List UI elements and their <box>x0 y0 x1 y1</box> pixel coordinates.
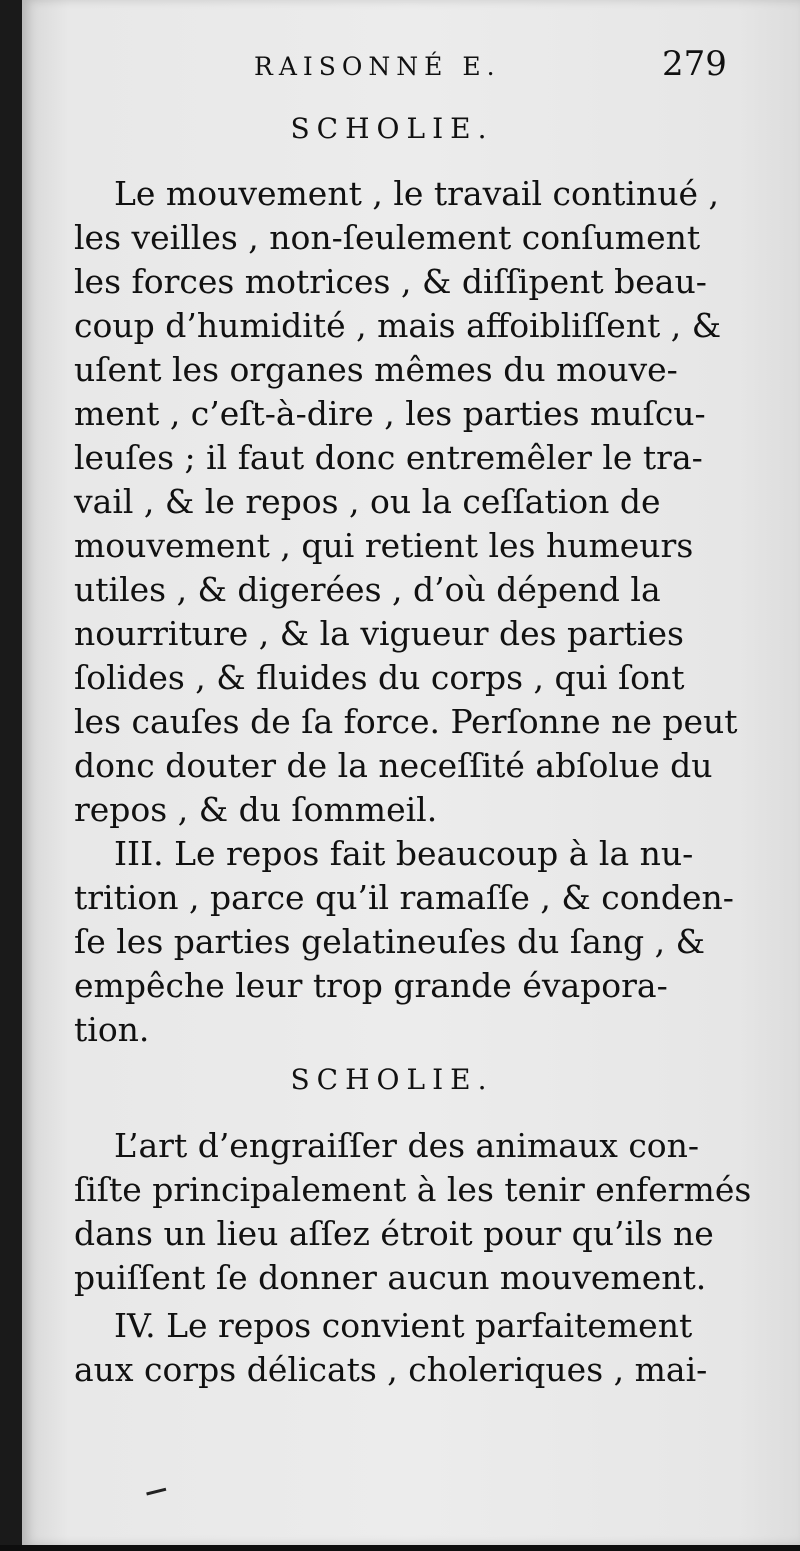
book-page <box>22 0 800 1545</box>
text-line: ſiſte principalement à les tenir enfermés <box>74 1170 752 1209</box>
ink-mark <box>146 1488 168 1502</box>
text-line: ſolides , & fluides du corps , qui ſont <box>74 658 685 697</box>
text-line: utiles , & digerées , d’où dépend la <box>74 570 661 609</box>
text-line: ſe les parties gelatineuſes du ſang , & <box>74 922 705 961</box>
text-line: trition , parce qu’il ramaſſe , & conden- <box>74 878 734 917</box>
text-line: les veilles , non-ſeulement conſument <box>74 218 701 257</box>
text-line: leuſes ; il faut donc entremêler le tra- <box>74 438 703 477</box>
scholie-heading: SCHOLIE. <box>290 112 494 145</box>
text-line: nourriture , & la vigueur des parties <box>74 614 684 653</box>
text-line: empêche leur trop grande évapora- <box>74 966 668 1005</box>
text-line: Le mouvement , le travail continué , <box>114 174 719 213</box>
text-line: III. Le repos fait beaucoup à la nu- <box>114 834 694 873</box>
scholie-heading: SCHOLIE. <box>290 1063 494 1096</box>
text-line: les cauſes de ſa force. Perſonne ne peut <box>74 702 738 741</box>
text-line: IV. Le repos convient parfaitement <box>114 1306 693 1345</box>
text-line: uſent les organes mêmes du mouve- <box>74 350 678 389</box>
page-text <box>22 0 800 1545</box>
text-line: mouvement , qui retient les humeurs <box>74 526 694 565</box>
text-line: ment , c’eſt-à-dire , les parties muſcu- <box>74 394 706 433</box>
running-head: RAISONNÉ E. <box>254 52 501 81</box>
text-line: puiſſent ſe donner aucun mouvement. <box>74 1258 707 1297</box>
text-line: repos , & du ſommeil. <box>74 790 438 829</box>
text-line: L’art d’engraiſſer des animaux con- <box>114 1126 700 1165</box>
text-line: aux corps délicats , choleriques , mai- <box>74 1350 708 1389</box>
page-edge-shadow <box>0 1545 800 1551</box>
text-line: tion. <box>74 1010 150 1049</box>
text-line: vail , & le repos , ou la ceſſation de <box>74 482 661 521</box>
text-line: les forces motrices , & diſſipent beau- <box>74 262 707 301</box>
page-number: 279 <box>662 44 727 84</box>
text-line: dans un lieu aſſez étroit pour qu’ils ne <box>74 1214 714 1253</box>
text-line: donc douter de la neceſſité abſolue du <box>74 746 713 785</box>
text-line: coup d’humidité , mais affoibliſſent , & <box>74 306 722 345</box>
